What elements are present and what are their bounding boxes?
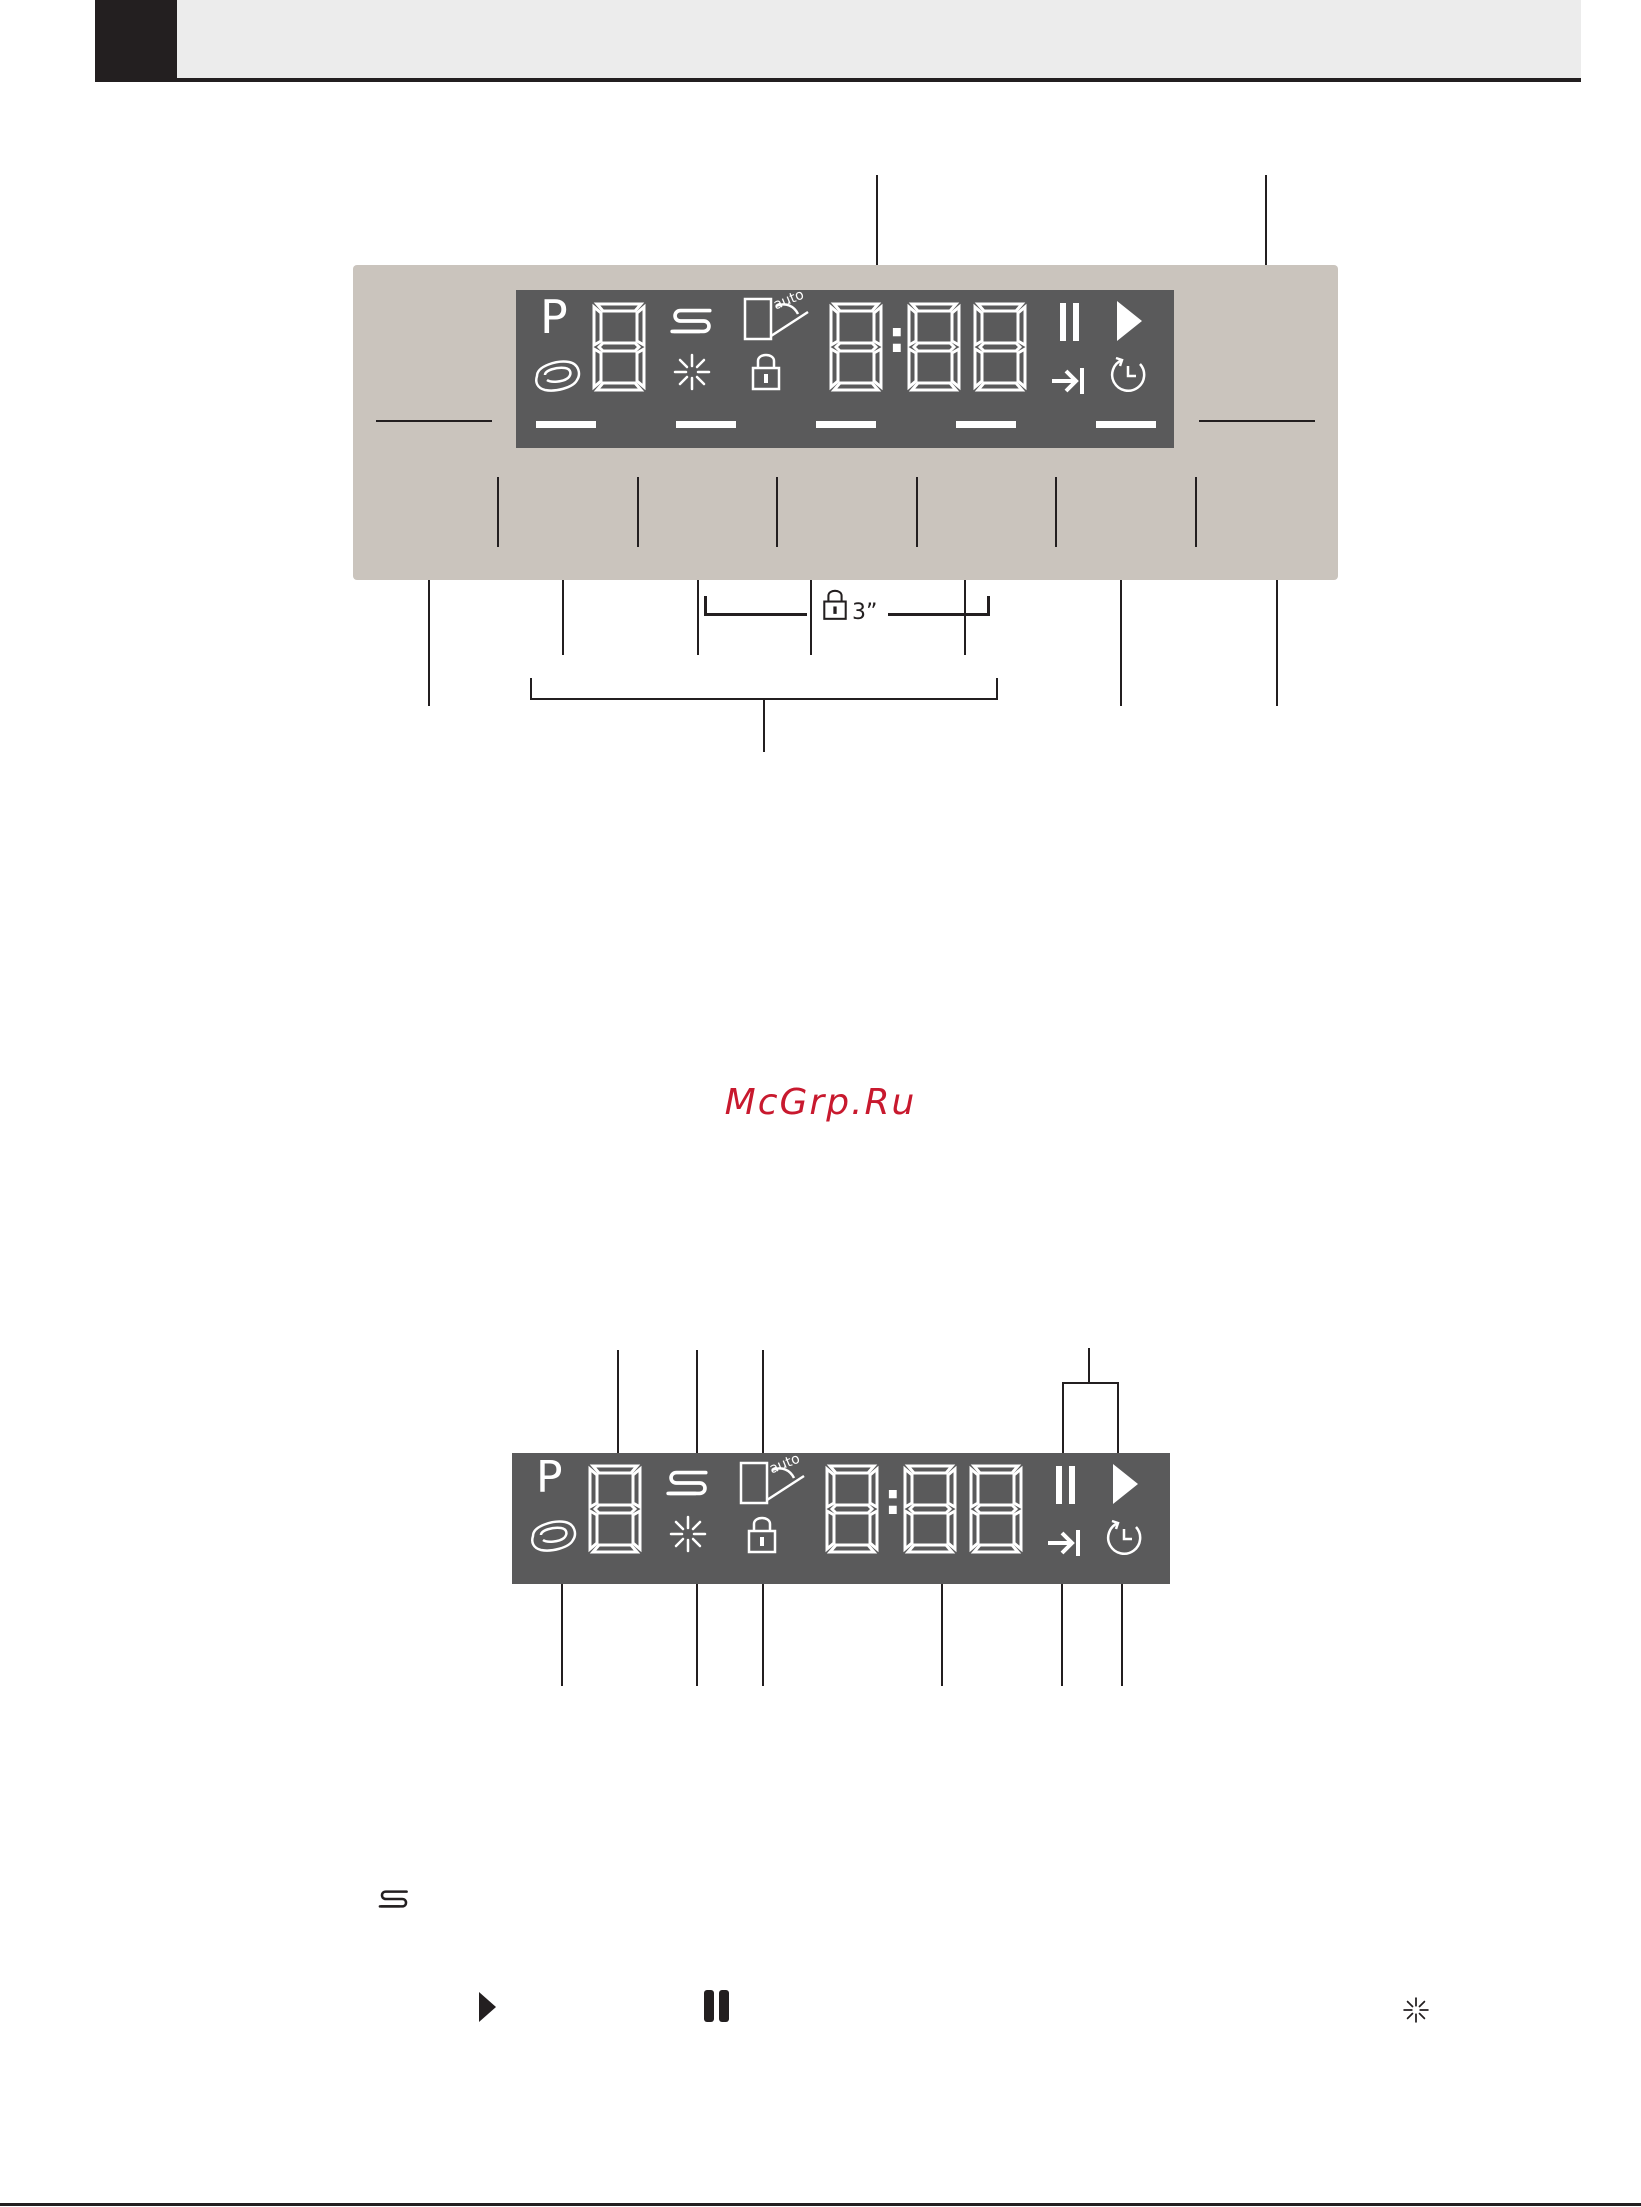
lock-bracket-right	[888, 613, 990, 616]
callout-line	[964, 580, 966, 655]
salt-star-icon	[1402, 1996, 1430, 2024]
panel-left-line	[376, 420, 492, 422]
section-header-tab	[95, 0, 177, 82]
pause-icon	[702, 1988, 732, 2024]
callout-line	[762, 1350, 764, 1453]
button-divider	[916, 477, 918, 547]
time-digit	[972, 298, 1028, 396]
rinse-aid-icon	[664, 1466, 712, 1500]
callout-line	[762, 1584, 764, 1686]
callout-line	[562, 580, 564, 655]
time-digit	[824, 1461, 880, 1557]
time-colon: :	[884, 1474, 902, 1525]
button-divider	[1055, 477, 1057, 547]
time-digit	[906, 298, 962, 396]
child-lock-icon	[821, 586, 849, 622]
program-bracket	[530, 678, 532, 700]
button-divider	[637, 477, 639, 547]
indicator-bar	[956, 421, 1016, 428]
callout-line	[696, 1350, 698, 1453]
callout-line	[1276, 580, 1278, 706]
detergent-tablet-icon	[533, 358, 583, 394]
callout-line	[810, 580, 812, 655]
callout-line	[1265, 175, 1267, 265]
salt-star-icon	[672, 352, 712, 392]
callout-line	[1088, 1348, 1090, 1384]
time-colon: :	[888, 312, 906, 363]
callout-line	[697, 580, 699, 655]
indicator-bar	[536, 421, 596, 428]
child-lock-icon	[749, 350, 783, 392]
program-bracket	[996, 678, 998, 700]
program-digit	[591, 298, 647, 396]
auto-label: auto	[771, 286, 807, 314]
rinse-aid-icon	[377, 1886, 411, 1912]
time-digit	[828, 298, 884, 396]
callout-bracket	[1062, 1382, 1119, 1384]
auto-label: auto	[767, 1450, 803, 1478]
detergent-tablet-icon	[529, 1518, 579, 1554]
section-header-bar	[95, 0, 1581, 82]
callout-line	[941, 1584, 943, 1686]
start-icon	[1114, 298, 1144, 344]
callout-line	[1120, 580, 1122, 706]
button-divider	[497, 477, 499, 547]
end-arrow-icon	[1050, 366, 1086, 396]
callout-bracket	[1117, 1382, 1119, 1453]
end-arrow-icon	[1046, 1528, 1082, 1558]
callout-line	[876, 175, 878, 265]
callout-line	[763, 700, 765, 752]
indicator-bar	[676, 421, 736, 428]
salt-star-icon	[668, 1514, 708, 1554]
program-letter: P	[536, 1452, 563, 1503]
callout-line	[617, 1350, 619, 1453]
button-divider	[776, 477, 778, 547]
pause-icon	[1054, 1463, 1078, 1507]
panel-right-line	[1199, 420, 1315, 422]
callout-line	[428, 580, 430, 706]
callout-line	[1121, 1584, 1123, 1686]
callout-line	[561, 1584, 563, 1686]
footer-line	[0, 2203, 1641, 2206]
indicator-bar	[1096, 421, 1156, 428]
delay-timer-icon	[1104, 1517, 1144, 1557]
child-lock-icon	[745, 1513, 779, 1555]
rinse-aid-icon	[668, 304, 716, 338]
lock-time-label: 3”	[852, 600, 878, 625]
indicator-bar	[816, 421, 876, 428]
pause-icon	[1058, 300, 1082, 344]
callout-bracket	[1062, 1382, 1064, 1453]
watermark: McGrp.Ru	[724, 1082, 917, 1123]
callout-line	[696, 1584, 698, 1686]
start-icon	[476, 1990, 498, 2024]
callout-line	[1061, 1584, 1063, 1686]
lock-bracket-right	[987, 596, 990, 616]
time-digit	[902, 1461, 958, 1557]
lock-bracket-left	[704, 613, 807, 616]
button-divider	[1195, 477, 1197, 547]
start-icon	[1110, 1461, 1140, 1507]
time-digit	[968, 1461, 1024, 1557]
program-digit	[587, 1461, 643, 1557]
program-letter: P	[540, 290, 568, 344]
delay-timer-icon	[1108, 354, 1148, 394]
